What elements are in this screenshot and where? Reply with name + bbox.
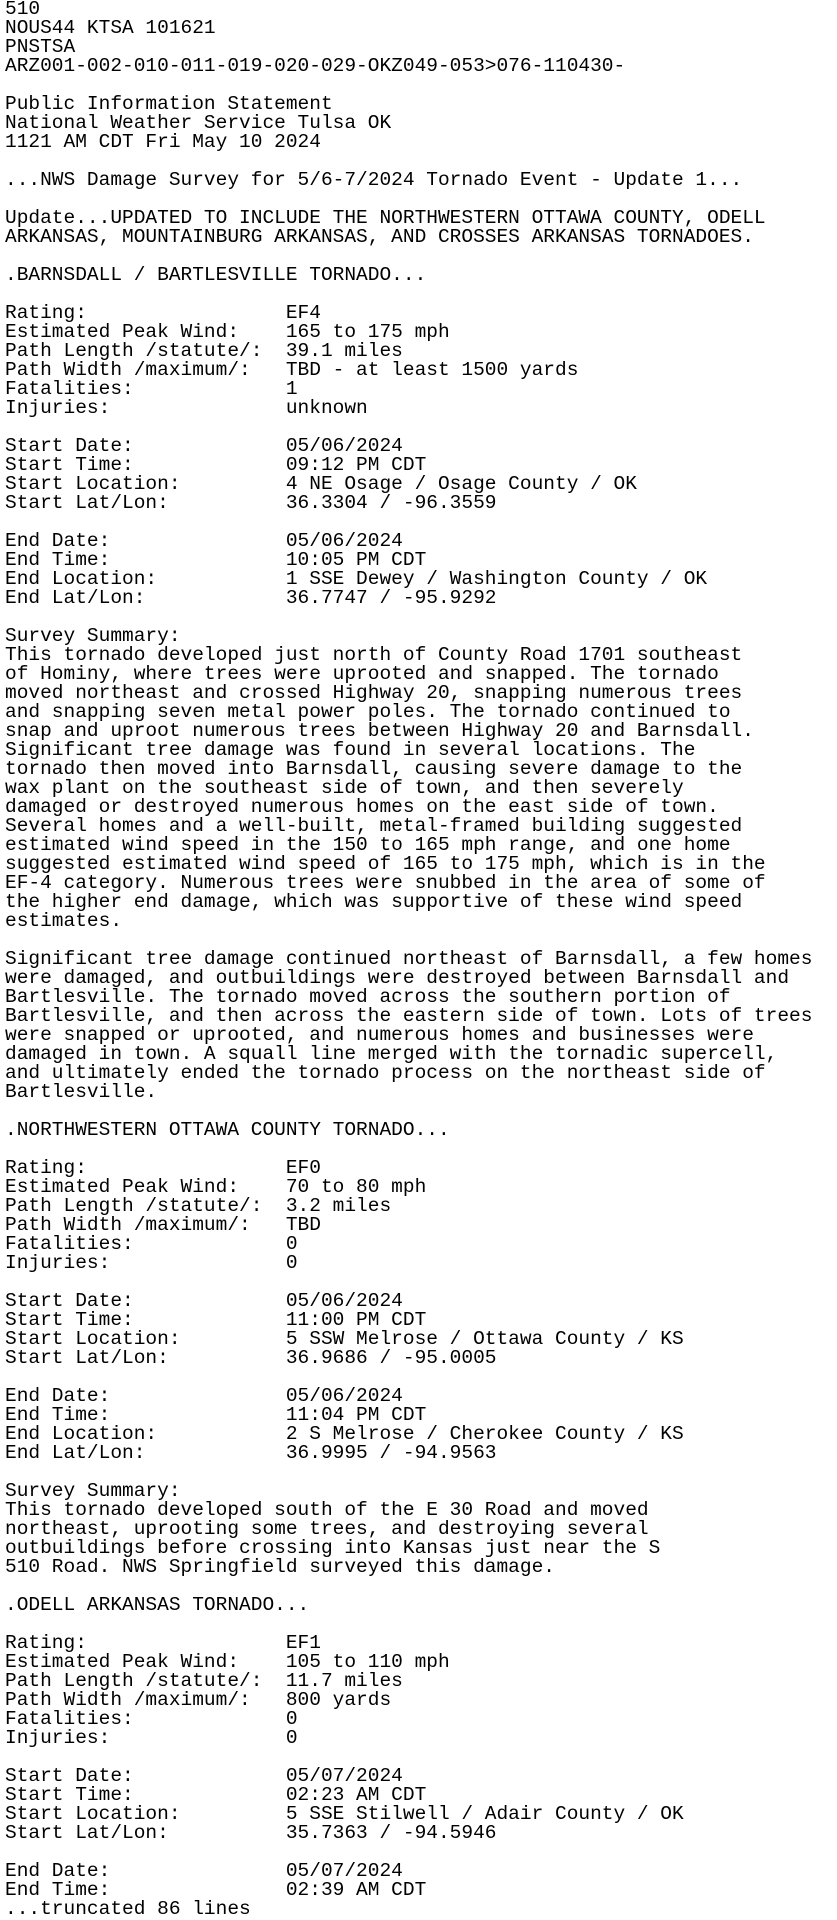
document-line: Survey Summary: [5,625,181,647]
document-line: Fatalities: 0 [5,1233,298,1255]
document-line: Injuries: unknown [5,397,368,419]
document-line: Update...UPDATED TO INCLUDE THE NORTHWESTERN OTTAWA COUNTY, ODELL [5,207,766,229]
document-line: Injuries: 0 [5,1252,298,1274]
document-line: Bartlesville. [5,1081,158,1103]
document-line: estimated wind speed in the 150 to 165 mph range, and one home [5,834,731,856]
document-line: Rating: EF1 [5,1632,321,1654]
document-line: ...NWS Damage Survey for 5/6-7/2024 Tornado Event - Update 1... [5,169,743,191]
document-line: .ODELL ARKANSAS TORNADO... [5,1594,310,1616]
document-line: Significant tree damage continued northeast of Barnsdall, a few homes [5,948,813,970]
document-line: Start Time: 02:23 AM CDT [5,1784,427,1806]
document-line: Start Lat/Lon: 36.3304 / -96.3559 [5,492,497,514]
document-line: northeast, uprooting some trees, and destroying several [5,1518,649,1540]
document-line: Rating: EF0 [5,1157,321,1179]
document-line: snap and uproot numerous trees between Highway 20 and Barnsdall. [5,720,754,742]
document-line: Start Lat/Lon: 35.7363 / -94.5946 [5,1822,497,1844]
document-line: Start Location: 4 NE Osage / Osage County / OK [5,473,637,495]
document-line: End Date: 05/06/2024 [5,530,403,552]
document-line: Start Location: 5 SSE Stilwell / Adair County / OK [5,1803,684,1825]
document-line: Bartlesville, and then across the eastern side of town. Lots of trees [5,1005,813,1027]
document-line: Start Date: 05/07/2024 [5,1765,403,1787]
document-line: damaged or destroyed numerous homes on the east side of town. [5,796,719,818]
document-line: Start Time: 11:00 PM CDT [5,1309,427,1331]
document-line: Start Lat/Lon: 36.9686 / -95.0005 [5,1347,497,1369]
document-line: 1121 AM CDT Fri May 10 2024 [5,131,321,153]
document-line: Rating: EF4 [5,302,321,324]
document-line: of Hominy, where trees were uprooted and snapped. The tornado [5,663,719,685]
document-line: PNSTSA [5,36,76,58]
document-line: End Location: 2 S Melrose / Cherokee County / KS [5,1423,684,1445]
document-line: ...truncated 86 lines [5,1898,251,1920]
document-line: 510 Road. NWS Springfield surveyed this damage. [5,1556,555,1578]
document-line: Start Date: 05/06/2024 [5,1290,403,1312]
document-line: This tornado developed just north of County Road 1701 southeast [5,644,743,666]
document-line: tornado then moved into Barnsdall, causing severe damage to the [5,758,743,780]
document-line: Start Date: 05/06/2024 [5,435,403,457]
document-line: Path Length /statute/: 11.7 miles [5,1670,403,1692]
document-line: Path Length /statute/: 3.2 miles [5,1195,392,1217]
document-line: Fatalities: 1 [5,378,298,400]
document-line: estimates. [5,910,123,932]
document-line: Path Length /statute/: 39.1 miles [5,340,403,362]
document-line: Estimated Peak Wind: 105 to 110 mph [5,1651,450,1673]
document-line: End Date: 05/07/2024 [5,1860,403,1882]
document-line: wax plant on the southeast side of town, and then severely [5,777,684,799]
document-line: damaged in town. A squall line merged with the tornadic supercell, [5,1043,778,1065]
document-line: Survey Summary: [5,1480,181,1502]
document-line: .NORTHWESTERN OTTAWA COUNTY TORNADO... [5,1119,450,1141]
document-line: End Location: 1 SSE Dewey / Washington County / OK [5,568,708,590]
document-line: and snapping seven metal power poles. The tornado continued to [5,701,731,723]
document-line: ARZ001-002-010-011-019-020-029-OKZ049-053>076-110430- [5,55,626,77]
document-line: outbuildings before crossing into Kansas just near the S [5,1537,661,1559]
document-line: EF-4 category. Numerous trees were snubbed in the area of some of [5,872,766,894]
document-line: Several homes and a well-built, metal-framed building suggested [5,815,743,837]
document-line: Start Location: 5 SSW Melrose / Ottawa County / KS [5,1328,684,1350]
document-line: End Time: 11:04 PM CDT [5,1404,427,1426]
document-line: Fatalities: 0 [5,1708,298,1730]
document-line: NOUS44 KTSA 101621 [5,17,216,39]
document-line: Path Width /maximum/: TBD - at least 1500 yards [5,359,579,381]
document-line: Start Time: 09:12 PM CDT [5,454,427,476]
document-line: End Date: 05/06/2024 [5,1385,403,1407]
document-line: Path Width /maximum/: TBD [5,1214,321,1236]
document-line: .BARNSDALL / BARTLESVILLE TORNADO... [5,264,427,286]
document-line: End Lat/Lon: 36.9995 / -94.9563 [5,1442,497,1464]
document-line: were snapped or uprooted, and numerous homes and businesses were [5,1024,754,1046]
document-line: This tornado developed south of the E 30 Road and moved [5,1499,649,1521]
document-line: Public Information Statement [5,93,333,115]
document-line: Injuries: 0 [5,1727,298,1749]
document-line: National Weather Service Tulsa OK [5,112,392,134]
document-line: suggested estimated wind speed of 165 to 175 mph, which is in the [5,853,766,875]
document-line: End Time: 02:39 AM CDT [5,1879,427,1901]
document-line: End Time: 10:05 PM CDT [5,549,427,571]
document-line: Path Width /maximum/: 800 yards [5,1689,392,1711]
document-line: ARKANSAS, MOUNTAINBURG ARKANSAS, AND CROSSES ARKANSAS TORNADOES. [5,226,754,248]
document-line: were damaged, and outbuildings were destroyed between Barnsdall and [5,967,790,989]
document-line: the higher end damage, which was supportive of these wind speed [5,891,743,913]
document-line: 510 [5,0,41,20]
document-line: Significant tree damage was found in several locations. The [5,739,696,761]
document-line: Bartlesville. The tornado moved across the southern portion of [5,986,731,1008]
document-line: End Lat/Lon: 36.7747 / -95.9292 [5,587,497,609]
document-line: and ultimately ended the tornado process on the northeast side of [5,1062,766,1084]
document-line: moved northeast and crossed Highway 20, snapping numerous trees [5,682,743,704]
document-line: Estimated Peak Wind: 70 to 80 mph [5,1176,427,1198]
document-line: Estimated Peak Wind: 165 to 175 mph [5,321,450,343]
